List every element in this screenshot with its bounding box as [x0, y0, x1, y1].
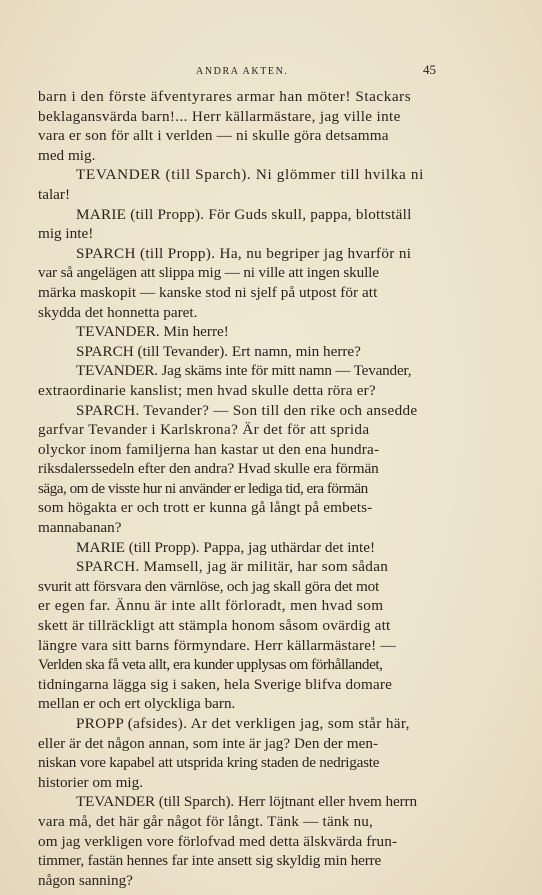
text-line: TEVANDER (till Sparch). Herr löjtnant eller hvem herrn	[76, 793, 418, 811]
text-line: vara er son för allt i verlden — ni skulle göra detsamma	[38, 127, 389, 145]
text-line: mellan er och ert olyckliga barn.	[38, 695, 236, 713]
text-line: tidningarna lägga sig i saken, hela Sverige blifva domare	[38, 675, 392, 693]
text-line: säga, om de visste hur ni använder er lediga tid, era förmän	[38, 479, 368, 497]
text-line: mig inte!	[38, 225, 94, 243]
text-line: SPARCH. Tevander? — Son till den rike och ansedde	[76, 401, 418, 419]
text-line: svurit att försvara den värnlöse, och jag skall göra det mot	[38, 577, 380, 595]
text-line: beklagansvärda barn!... Herr källarmästare, jag ville inte	[38, 107, 401, 125]
text-line: skydda det honnetta paret.	[38, 303, 198, 321]
text-line: MARIE (till Propp). För Guds skull, pappa, blottställ	[76, 205, 412, 223]
text-line: TEVANDER (till Sparch). Ni glömmer till hvilka ni	[76, 166, 424, 184]
text-line: någon sanning?	[38, 871, 133, 889]
text-line: MARIE (till Propp). Pappa, jag uthärdar det inte!	[76, 538, 376, 556]
text-line: niskan vore kapabel att utsprida kring staden de nedrigaste	[38, 754, 380, 772]
text-line: vara må, det här går något för långt. Tänk — tänk nu,	[38, 812, 374, 830]
text-line: TEVANDER. Min herre!	[76, 323, 229, 341]
text-line: talar!	[38, 185, 71, 203]
text-line: som högakta er och trott er kunna gå långt på embets-	[38, 499, 373, 517]
text-line: eller är det någon annan, som inte är jag? Den der men-	[38, 734, 379, 752]
text-line: barn i den förste äfventyrares armar han möter! Stackars	[38, 88, 412, 105]
text-line: SPARCH (till Propp). Ha, nu begriper jag hvarför ni	[76, 244, 412, 262]
text-line: SPARCH (till Tevander). Ert namn, min herre?	[76, 342, 361, 360]
text-line: historier om mig.	[38, 773, 144, 791]
text-line: PROPP (afsides). Ar det verkligen jag, som står här,	[76, 715, 410, 732]
text-line: olyckor inom familjerna han kastar ut den ena hundra-	[38, 440, 380, 458]
text-line: med mig.	[38, 146, 96, 164]
text-line: Verlden ska få veta allt, era kunder upplysas om förhållandet,	[38, 656, 383, 674]
text-line: om jag verkligen vore förlofvad med detta älskvärda frun-	[38, 832, 398, 850]
page-number: 45	[423, 62, 436, 77]
text-line: er egen far. Ännu är inte allt förloradt, men hvad som	[38, 597, 384, 615]
text-line: var så angelägen att slippa mig — ni ville att ingen skulle	[38, 264, 379, 282]
text-line: SPARCH. Mamsell, jag är militär, har som sådan	[76, 558, 389, 576]
text-line: märka maskopit — kanske stod ni sjelf på utpost för att	[38, 283, 378, 301]
page-body	[38, 87, 454, 890]
text-line: mannabanan?	[38, 519, 122, 537]
text-line: timmer, fastän hennes far inte ansett sig skyldig min herre	[38, 852, 382, 870]
text-line: extraordinarie kanslist; men hvad skulle detta röra er?	[38, 381, 376, 399]
text-line: skett är tillräckligt att stämpla honom såsom ovärdig att	[38, 617, 391, 635]
text-line: längre vara sitt barns förmyndare. Herr källarmästare! —	[38, 636, 396, 654]
running-head: ANDRA AKTEN.	[196, 66, 289, 77]
text-line: TEVANDER. Jag skäms inte för mitt namn — Tevander,	[76, 362, 412, 380]
text-line: garfvar Tevander i Karlskrona? Är det för att sprida	[38, 421, 370, 439]
text-line: riksdalerssedeln efter den andra? Hvad skulle era förmän	[38, 460, 379, 478]
